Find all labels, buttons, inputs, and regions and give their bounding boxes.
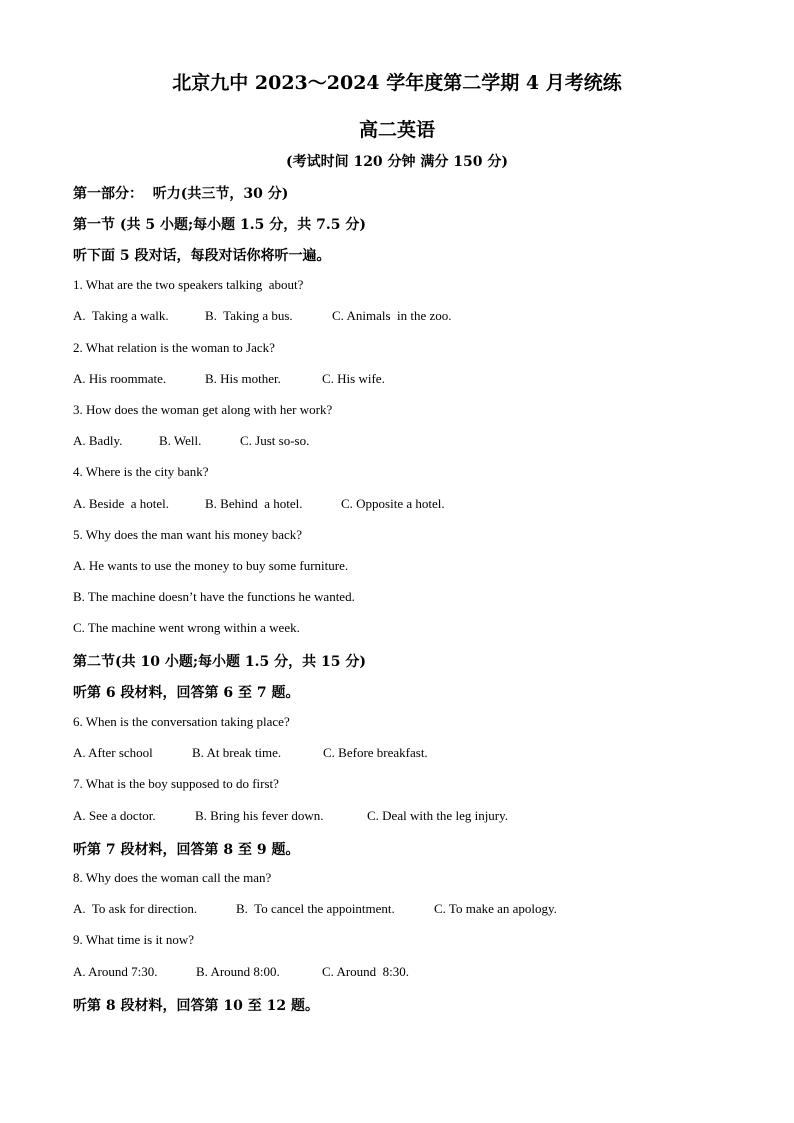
q9-option-a: A. Around 7:30. — [73, 964, 158, 979]
q3-option-b: B. Well. — [159, 433, 202, 448]
q3-option-a: A. Badly. — [73, 433, 123, 448]
q1-option-a: A. Taking a walk. — [73, 308, 169, 323]
q7-option-a: A. See a doctor. — [73, 808, 156, 823]
q6-option-b: B. At break time. — [192, 745, 282, 760]
section2-heading: 第二节(共 10 小题;每小题 1.5 分，共 15 分) — [73, 654, 366, 670]
passage6-instruction: 听第 6 段材料，回答第 6 至 7 题。 — [73, 685, 300, 701]
q5-option-b: B. The machine doesn’t have the functions he wanted. — [73, 589, 355, 604]
question-9: 9. What time is it now? — [73, 932, 195, 947]
question-5: 5. Why does the man want his money back? — [73, 527, 303, 542]
section1-instruction: 听下面 5 段对话，每段对话你将听一遍。 — [73, 248, 331, 264]
q8-option-c: C. To make an apology. — [434, 901, 557, 916]
subject-title: 高二英语 — [358, 119, 435, 141]
q2-option-a: A. His roommate. — [73, 371, 167, 386]
q1-option-c: C. Animals in the zoo. — [332, 308, 452, 323]
q7-option-c: C. Deal with the leg injury. — [367, 808, 509, 823]
q5-option-c: C. The machine went wrong within a week. — [73, 620, 300, 635]
exam-title: 北京九中 2023～2024 学年度第二学期 4 月考统练 — [172, 72, 622, 94]
q3-option-c: C. Just so-so. — [240, 433, 310, 448]
question-6: 6. When is the conversation taking place? — [73, 714, 290, 729]
q9-option-c: C. Around 8:30. — [322, 964, 410, 979]
q1-option-b: B. Taking a bus. — [205, 308, 293, 323]
q6-option-c: C. Before breakfast. — [323, 745, 428, 760]
q4-option-c: C. Opposite a hotel. — [341, 496, 445, 511]
q8-option-a: A. To ask for direction. — [73, 901, 198, 916]
passage8-instruction: 听第 8 段材料，回答第 10 至 12 题。 — [73, 998, 319, 1014]
q4-option-b: B. Behind a hotel. — [205, 496, 303, 511]
q4-option-a: A. Beside a hotel. — [73, 496, 170, 511]
question-7: 7. What is the boy supposed to do first? — [73, 776, 279, 791]
exam-info: (考试时间 120 分钟 满分 150 分) — [285, 154, 509, 170]
part1-heading: 第一部分： 听力(共三节，30 分) — [73, 186, 289, 202]
question-4: 4. Where is the city bank? — [73, 464, 209, 479]
question-8: 8. Why does the woman call the man? — [73, 870, 272, 885]
q9-option-b: B. Around 8:00. — [196, 964, 280, 979]
q2-option-c: C. His wife. — [322, 371, 385, 386]
question-3: 3. How does the woman get along with her work? — [73, 402, 333, 417]
q7-option-b: B. Bring his fever down. — [195, 808, 324, 823]
question-1: 1. What are the two speakers talking about? — [73, 277, 304, 292]
q6-option-a: A. After school — [73, 745, 153, 760]
q8-option-b: B. To cancel the appointment. — [236, 901, 395, 916]
section1-heading: 第一节 (共 5 小题;每小题 1.5 分，共 7.5 分) — [73, 217, 366, 233]
q5-option-a: A. He wants to use the money to buy some furniture. — [73, 558, 349, 573]
passage7-instruction: 听第 7 段材料，回答第 8 至 9 题。 — [73, 842, 300, 858]
q2-option-b: B. His mother. — [205, 371, 281, 386]
question-2: 2. What relation is the woman to Jack? — [73, 340, 275, 355]
